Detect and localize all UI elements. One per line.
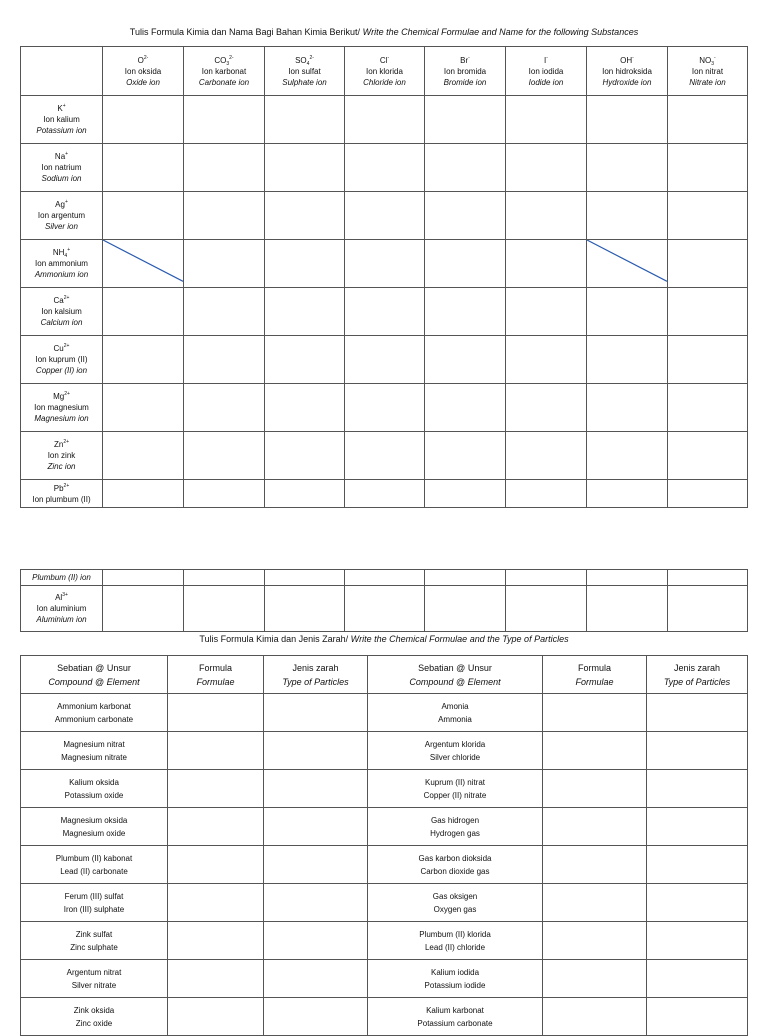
- compound-name-right: Kuprum (II) nitrat Copper (II) nitrate: [368, 770, 543, 808]
- particle-cell[interactable]: [264, 998, 368, 1036]
- answer-cell[interactable]: [345, 586, 425, 632]
- compound-name-left: Kalium oksida Potassium oxide: [21, 770, 168, 808]
- formula-cell[interactable]: [543, 846, 647, 884]
- formula-cell[interactable]: [168, 694, 264, 732]
- ion-name-ms: Ion klorida: [366, 66, 403, 76]
- particle-cell[interactable]: [264, 732, 368, 770]
- ion-symbol: $NH_4^+$: [52, 247, 71, 259]
- answer-cell[interactable]: [587, 96, 668, 144]
- cation-row: [21, 288, 748, 336]
- answer-cell[interactable]: [345, 336, 425, 384]
- formula-cell[interactable]: [543, 694, 647, 732]
- ion-name-en: Hydroxide ion: [602, 77, 652, 87]
- answer-cell[interactable]: [345, 570, 425, 586]
- answer-cell[interactable]: [506, 192, 587, 240]
- particle-cell[interactable]: [264, 846, 368, 884]
- cation-header-2: [21, 192, 103, 240]
- anion-header-0: [103, 47, 184, 96]
- answer-cell[interactable]: [668, 240, 748, 288]
- answer-cell[interactable]: [345, 384, 425, 432]
- answer-cell[interactable]: [668, 288, 748, 336]
- anion-header-6: [587, 47, 668, 96]
- ion-name-en: Nitrate ion: [689, 77, 726, 87]
- ion-name-en: Silver ion: [45, 222, 78, 231]
- particle-cell[interactable]: [264, 694, 368, 732]
- ion-symbol: $O^{2-}$: [137, 54, 149, 65]
- answer-cell[interactable]: [103, 336, 184, 384]
- page1-title: [0, 27, 768, 37]
- answer-cell[interactable]: [425, 96, 506, 144]
- answer-cell[interactable]: [587, 570, 668, 586]
- answer-cell[interactable]: [425, 336, 506, 384]
- answer-cell[interactable]: [668, 586, 748, 632]
- diagonal-line: [587, 240, 667, 287]
- answer-cell[interactable]: [668, 570, 748, 586]
- anion-header-3: [345, 47, 425, 96]
- cation-header-0: [21, 96, 103, 144]
- answer-cell[interactable]: [668, 480, 748, 508]
- ion-name-en: Oxide ion: [126, 77, 160, 87]
- formula-cell[interactable]: [168, 998, 264, 1036]
- compound-name-left: Plumbum (II) kabonat Lead (II) carbonate: [21, 846, 168, 884]
- cation-header-4: [21, 288, 103, 336]
- answer-cell[interactable]: [425, 432, 506, 480]
- compound-row: [21, 808, 748, 846]
- formula-cell[interactable]: [543, 808, 647, 846]
- ion-symbol: $CO_3^{2-}$: [214, 54, 234, 67]
- ion-name-en: Sodium ion: [41, 174, 82, 183]
- answer-cell[interactable]: [506, 288, 587, 336]
- ion-name-en: Carbonate ion: [198, 77, 250, 87]
- diagonal-line: [103, 240, 183, 287]
- compound-header: Sebatian @ Unsur Compound @ Element: [21, 656, 168, 694]
- answer-cell[interactable]: [345, 144, 425, 192]
- ion-symbol: $Mg^{2+}$: [53, 391, 70, 401]
- formula-cell[interactable]: [168, 960, 264, 998]
- answer-cell[interactable]: [345, 96, 425, 144]
- answer-cell[interactable]: [506, 336, 587, 384]
- ion-symbol: $Zn^{2+}$: [53, 439, 70, 449]
- answer-cell[interactable]: [184, 432, 265, 480]
- answer-cell[interactable]: [345, 240, 425, 288]
- ion-name-ms: Ion kalium: [43, 115, 80, 124]
- ion-name-en: Bromide ion: [443, 77, 487, 87]
- answer-cell[interactable]: [425, 570, 506, 586]
- compound-name-right: Plumbum (II) klorida Lead (II) chloride: [368, 922, 543, 960]
- cation-row: [21, 240, 748, 288]
- answer-cell[interactable]: [265, 96, 345, 144]
- compound-name-right: Kalium karbonat Potassium carbonate: [368, 998, 543, 1036]
- anion-header-row: [21, 47, 748, 96]
- answer-cell[interactable]: [184, 240, 265, 288]
- cation-row: [21, 586, 748, 632]
- formula-cell[interactable]: [543, 884, 647, 922]
- compound-row: [21, 960, 748, 998]
- page1-title-en: Write the Chemical Formulae and Name for the following Substances: [362, 27, 639, 37]
- corner-cell: [21, 47, 103, 96]
- particle-cell[interactable]: [264, 884, 368, 922]
- compound-header: Sebatian @ Unsur Compound @ Element: [368, 656, 543, 694]
- answer-cell[interactable]: [345, 432, 425, 480]
- ion-name-ms: Ion sulfat: [288, 66, 321, 76]
- ion-name-en: Aluminium ion: [36, 615, 87, 624]
- formula-cell[interactable]: [543, 960, 647, 998]
- answer-cell[interactable]: [425, 144, 506, 192]
- cation-header-8: [21, 480, 103, 508]
- ion-symbol: Na+: [54, 151, 69, 161]
- cation-header-continued: Plumbum (II) ion: [21, 570, 103, 586]
- compound-name-left: Argentum nitrat Silver nitrate: [21, 960, 168, 998]
- answer-cell[interactable]: [425, 480, 506, 508]
- ion-name-ms: Ion kalsium: [41, 307, 82, 316]
- answer-cell[interactable]: [506, 144, 587, 192]
- answer-cell[interactable]: [184, 384, 265, 432]
- compound-name-right: Gas hidrogen Hydrogen gas: [368, 808, 543, 846]
- compound-name-right: Gas karbon dioksida Carbon dioxide gas: [368, 846, 543, 884]
- cation-header-5: [21, 336, 103, 384]
- answer-cell[interactable]: [425, 586, 506, 632]
- answer-cell[interactable]: [425, 384, 506, 432]
- formula-header: Formula Formulae: [543, 656, 647, 694]
- compound-name-left: Ammonium karbonat Ammonium carbonate: [21, 694, 168, 732]
- anion-header-5: [506, 47, 587, 96]
- cation-header-aluminium: [21, 586, 103, 632]
- compound-row: [21, 884, 748, 922]
- particle-cell[interactable]: [647, 998, 748, 1036]
- formula-cell[interactable]: [543, 998, 647, 1036]
- compound-row: [21, 922, 748, 960]
- answer-cell[interactable]: [184, 336, 265, 384]
- page2-title-ms: Tulis Formula Kimia dan Jenis Zarah/: [199, 634, 349, 644]
- answer-cell[interactable]: [103, 432, 184, 480]
- answer-cell[interactable]: [265, 384, 345, 432]
- ion-symbol: $SO_4^{2-}$: [295, 54, 314, 67]
- cation-header-1: [21, 144, 103, 192]
- answer-cell[interactable]: [184, 586, 265, 632]
- answer-cell[interactable]: [103, 288, 184, 336]
- answer-cell[interactable]: [265, 432, 345, 480]
- ion-name-en: Potassium ion: [36, 126, 87, 135]
- page2-title-en: Write the Chemical Formulae and the Type of Particles: [350, 634, 569, 644]
- cation-header-6: [21, 384, 103, 432]
- particle-cell[interactable]: [647, 694, 748, 732]
- answer-cell[interactable]: [587, 586, 668, 632]
- ion-name-ms: Ion aluminium: [36, 604, 87, 613]
- answer-cell[interactable]: [265, 288, 345, 336]
- formula-cell[interactable]: [543, 732, 647, 770]
- answer-cell[interactable]: [345, 480, 425, 508]
- ion-name-ms: Ion hidroksida: [602, 66, 652, 76]
- crossed-out-cell: [587, 240, 668, 288]
- compound-row: [21, 732, 748, 770]
- anion-header-4: [425, 47, 506, 96]
- answer-cell[interactable]: [506, 570, 587, 586]
- ion-symbol: OH-: [620, 54, 634, 65]
- formula-header: Formula Formulae: [168, 656, 264, 694]
- particle-cell[interactable]: [647, 884, 748, 922]
- answer-cell[interactable]: [103, 480, 184, 508]
- answer-cell[interactable]: [587, 144, 668, 192]
- particle-cell[interactable]: [647, 846, 748, 884]
- ion-name-ms: Ion argentum: [37, 211, 86, 220]
- answer-cell[interactable]: [184, 192, 265, 240]
- answer-cell[interactable]: [587, 288, 668, 336]
- answer-cell[interactable]: [184, 480, 265, 508]
- answer-cell[interactable]: [587, 432, 668, 480]
- particle-cell[interactable]: [264, 922, 368, 960]
- ion-formula-table: [20, 46, 748, 508]
- compound-name-right: Argentum klorida Silver chloride: [368, 732, 543, 770]
- ion-symbol: Br-: [460, 54, 470, 65]
- cation-header-3: [21, 240, 103, 288]
- answer-cell[interactable]: [668, 192, 748, 240]
- particle-cell[interactable]: [647, 732, 748, 770]
- answer-cell[interactable]: [668, 144, 748, 192]
- compound-row: [21, 846, 748, 884]
- compound-particles-table: [20, 655, 748, 1036]
- answer-cell[interactable]: [265, 586, 345, 632]
- answer-cell[interactable]: [668, 336, 748, 384]
- formula-cell[interactable]: [543, 770, 647, 808]
- ion-symbol: $Ca^{2+}$: [53, 295, 70, 305]
- compound-name-right: Kalium iodida Potassium iodide: [368, 960, 543, 998]
- formula-cell[interactable]: [168, 846, 264, 884]
- ion-formula-table-continued: [20, 569, 748, 632]
- answer-cell[interactable]: [265, 480, 345, 508]
- ion-name-ms: Ion iodida: [528, 66, 564, 76]
- ion-symbol: Ag+: [55, 199, 68, 209]
- particle-cell[interactable]: [264, 808, 368, 846]
- ion-name-en: Ammonium ion: [34, 270, 89, 279]
- ion-name-ms: Ion natrium: [41, 163, 82, 172]
- compound-name-left: Zink oksida Zinc oxide: [21, 998, 168, 1036]
- ion-name-ms: Ion plumbum (II): [32, 494, 91, 504]
- compound-name-right: Gas oksigen Oxygen gas: [368, 884, 543, 922]
- ion-name-en: Magnesium ion: [34, 414, 89, 423]
- anion-header-1: [184, 47, 265, 96]
- answer-cell[interactable]: [184, 288, 265, 336]
- formula-cell[interactable]: [168, 770, 264, 808]
- ion-name-en: Iodide ion: [528, 77, 564, 87]
- ion-symbol: $NO_3^-$: [699, 54, 716, 67]
- answer-cell[interactable]: [265, 192, 345, 240]
- cation-row: [21, 432, 748, 480]
- cation-row: [21, 96, 748, 144]
- answer-cell[interactable]: [103, 570, 184, 586]
- cation-row: [21, 144, 748, 192]
- answer-cell[interactable]: [184, 96, 265, 144]
- answer-cell[interactable]: [668, 384, 748, 432]
- answer-cell[interactable]: [103, 384, 184, 432]
- answer-cell[interactable]: [103, 96, 184, 144]
- cation-header-7: [21, 432, 103, 480]
- cation-row: [21, 384, 748, 432]
- ion-name-ms: Ion kuprum (II): [35, 355, 88, 364]
- formula-cell[interactable]: [168, 922, 264, 960]
- page1-title-ms: Tulis Formula Kimia dan Nama Bagi Bahan Kimia Berikut/: [129, 27, 361, 37]
- particle-cell[interactable]: [647, 770, 748, 808]
- answer-cell[interactable]: [506, 432, 587, 480]
- ion-name-ms: Ion magnesium: [34, 403, 89, 412]
- particle-cell[interactable]: [647, 960, 748, 998]
- compound-row: [21, 694, 748, 732]
- answer-cell[interactable]: [184, 570, 265, 586]
- formula-cell[interactable]: [168, 884, 264, 922]
- answer-cell[interactable]: [265, 570, 345, 586]
- answer-cell[interactable]: [103, 586, 184, 632]
- answer-cell[interactable]: [587, 192, 668, 240]
- ion-name-ms: Ion zink: [47, 451, 76, 460]
- formula-cell[interactable]: [543, 922, 647, 960]
- ion-symbol: I-: [544, 54, 548, 65]
- answer-cell[interactable]: [265, 144, 345, 192]
- ion-name-ms: Ion ammonium: [35, 259, 88, 268]
- crossed-out-cell: [103, 240, 184, 288]
- cation-row: [21, 192, 748, 240]
- compound-name-right: Amonia Ammonia: [368, 694, 543, 732]
- ion-symbol: Cl-: [379, 54, 390, 65]
- ion-symbol: K+: [57, 103, 66, 113]
- particle-cell[interactable]: [647, 922, 748, 960]
- answer-cell[interactable]: [345, 288, 425, 336]
- answer-cell[interactable]: [587, 384, 668, 432]
- answer-cell[interactable]: [587, 336, 668, 384]
- answer-cell[interactable]: [265, 240, 345, 288]
- anion-header-7: [668, 47, 748, 96]
- particle-cell[interactable]: [264, 960, 368, 998]
- answer-cell[interactable]: [668, 96, 748, 144]
- ion-symbol: $Cu^{2+}$: [53, 343, 70, 353]
- compound-row: [21, 998, 748, 1036]
- answer-cell[interactable]: [587, 480, 668, 508]
- formula-cell[interactable]: [168, 732, 264, 770]
- answer-cell[interactable]: [668, 432, 748, 480]
- answer-cell[interactable]: [345, 192, 425, 240]
- compound-header-row: [21, 656, 748, 694]
- answer-cell[interactable]: [103, 144, 184, 192]
- ion-symbol: $Al^{3+}$: [55, 592, 68, 602]
- answer-cell[interactable]: [425, 288, 506, 336]
- compound-name-left: Ferum (III) sulfat Iron (III) sulphate: [21, 884, 168, 922]
- compound-name-left: Magnesium nitrat Magnesium nitrate: [21, 732, 168, 770]
- ion-name-ms: Ion oksida: [124, 66, 162, 76]
- answer-cell[interactable]: [506, 384, 587, 432]
- ion-name-ms: Ion bromida: [443, 66, 487, 76]
- answer-cell[interactable]: [506, 96, 587, 144]
- compound-name-left: Magnesium oksida Magnesium oxide: [21, 808, 168, 846]
- compound-row: [21, 770, 748, 808]
- answer-cell[interactable]: [103, 192, 184, 240]
- particle-header: Jenis zarah Type of Particles: [647, 656, 748, 694]
- answer-cell[interactable]: [506, 586, 587, 632]
- answer-cell[interactable]: [506, 480, 587, 508]
- ion-name-ms: Ion karbonat: [201, 66, 247, 76]
- cation-row-continued: [21, 570, 748, 586]
- ion-name-en: Sulphate ion: [282, 77, 327, 87]
- answer-cell[interactable]: [506, 240, 587, 288]
- ion-name-en: Calcium ion: [40, 318, 83, 327]
- particle-header: Jenis zarah Type of Particles: [264, 656, 368, 694]
- answer-cell[interactable]: [425, 240, 506, 288]
- answer-cell[interactable]: [425, 192, 506, 240]
- ion-symbol: $Pb^{2+}$: [53, 482, 70, 493]
- cation-row: [21, 480, 748, 508]
- cation-row: [21, 336, 748, 384]
- formula-cell[interactable]: [168, 808, 264, 846]
- ion-name-en: Zinc ion: [47, 462, 76, 471]
- answer-cell[interactable]: [265, 336, 345, 384]
- ion-name-en: Chloride ion: [363, 77, 406, 87]
- ion-name-ms: Ion nitrat: [691, 66, 724, 76]
- particle-cell[interactable]: [647, 808, 748, 846]
- page2-title: [0, 634, 768, 644]
- anion-header-2: [265, 47, 345, 96]
- particle-cell[interactable]: [264, 770, 368, 808]
- answer-cell[interactable]: [184, 144, 265, 192]
- compound-name-left: Zink sulfat Zinc sulphate: [21, 922, 168, 960]
- ion-name-en: Copper (II) ion: [35, 366, 88, 375]
